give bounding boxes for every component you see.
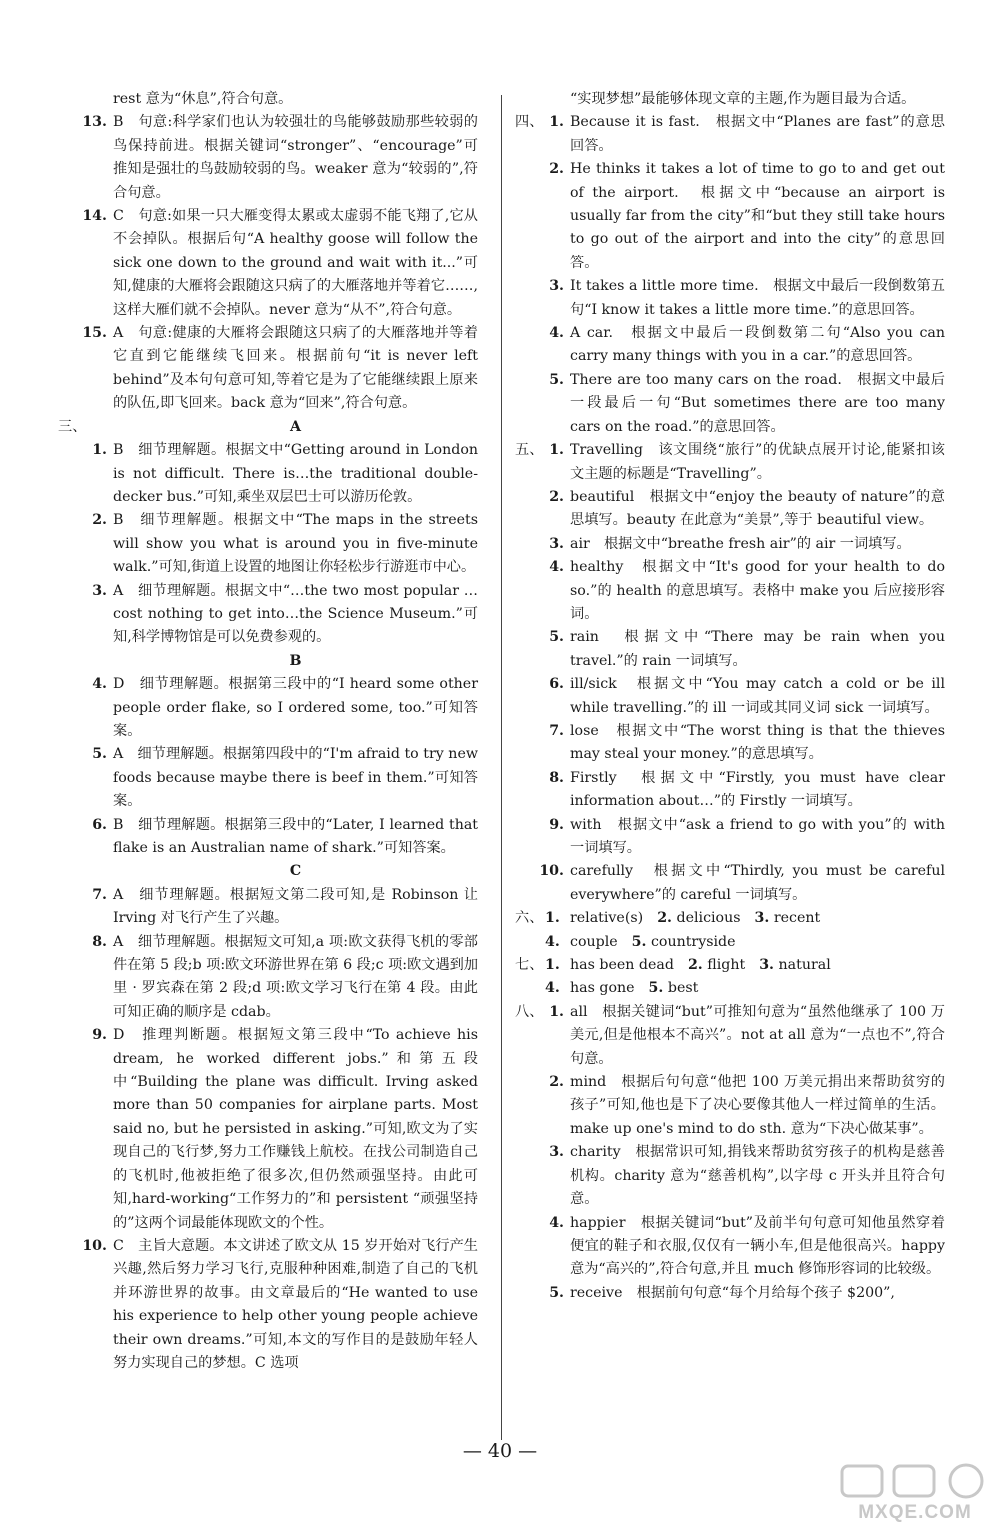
answer-text: delicious: [676, 910, 741, 927]
section-label: 七、: [515, 957, 544, 974]
passage-heading: A: [289, 418, 301, 435]
answer-item: [515, 439, 945, 486]
answer-item: [515, 626, 945, 673]
passage-heading-row: [58, 860, 478, 883]
short-answer: [649, 977, 699, 1000]
answer-item: [515, 720, 945, 767]
short-answer-row: [515, 977, 945, 1000]
section-label: 八、: [515, 1003, 544, 1020]
answer-item: [58, 439, 478, 509]
question-number: 5.: [549, 371, 564, 388]
question-number: 7.: [92, 886, 107, 903]
answer-text: C 主旨大意题。本文讲述了欧文从 15 岁开始对飞行产生兴趣,然后努力学习飞行,克服种种困难,制造了自己的飞机并环游世界的故事。由文章最后的“He wanted to use his experience to help other young people achieve their own dreams.”可知,本文的写作目的是鼓励年轻人努力实现自己的梦想。C 选项: [113, 1237, 478, 1371]
answer-text: A 细节理解题。根据短文可知,a 项:欧文获得飞机的零部件在第 5 段;b 项:欧文环游世界在第 6 段;c 项:欧文遇到加里 · 罗宾森在第 2 段;d 项:欧文学习飞行在第 4 段。由此可知正确的顺序是 cdab。: [113, 933, 479, 1020]
question-number: 8.: [549, 769, 564, 786]
answer-text: recent: [773, 910, 821, 927]
answer-item: [58, 322, 478, 416]
question-number: 5.: [648, 980, 664, 997]
answer-item: [515, 1001, 945, 1071]
answer-text: beautiful 根据文中“enjoy the beauty of nature”的意思填写。beauty 在此意为“美景”,等于 beautiful view。: [570, 488, 945, 529]
question-number: 5.: [92, 746, 107, 763]
answer-text: A 细节理解题。根据短文第二段可知,是 Robinson 让 Irving 对飞行产生了兴趣。: [113, 886, 478, 927]
answer-text: It takes a little more time. 根据文中最后一段倒数第五句“I know it takes a little more time.”的意思回答。: [570, 278, 945, 318]
section-label: 三、: [58, 418, 87, 435]
question-number: 4.: [92, 676, 107, 693]
answer-item: [58, 743, 478, 813]
answer-text: couple: [570, 933, 618, 950]
question-number: 3.: [549, 1144, 564, 1161]
section-label: 六、: [515, 910, 544, 927]
question-number: 6.: [92, 816, 107, 833]
answer-text: happier 根据关键词“but”及前半句句意可知他虽然穿着便宜的鞋子和衣服,仅仅有一辆小车,但是他很高兴。happy 意为“高兴的”,符合句意,并且 much 修饰形容词的比较级。: [570, 1214, 945, 1278]
passage-heading: B: [289, 652, 302, 669]
answer-text: countryside: [650, 933, 736, 950]
question-number: 2.: [549, 488, 564, 505]
answer-text: B 句意:科学家们也认为较强壮的鸟能够鼓励那些较弱的鸟保持前进。根据关键词“stronger”、“encourage”可推知是强壮的鸟鼓励较弱的鸟。weaker 意为“较弱的”,符合句意。: [113, 114, 478, 201]
short-answer: [570, 907, 643, 930]
question-number: 4.: [549, 1214, 564, 1231]
answer-item: [58, 111, 478, 205]
answer-text: B 细节理解题。根据第三段中的“Later, I learned that flake is an Australian name of shark.”可知答案。: [113, 816, 478, 856]
answer-text: Travelling 该文围绕“旅行”的优缺点展开讨论,能紧扣该文主题的标题是“Travelling”。: [570, 442, 945, 482]
question-number: 2.: [687, 957, 703, 974]
answer-text: carefully 根据文中“Thirdly, you must be careful everywhere”的 careful 一词填写。: [570, 863, 945, 903]
answer-text: “实现梦想”最能够体现文章的主题,作为题目最为合适。: [570, 91, 916, 107]
passage-heading-row: [58, 416, 478, 439]
short-answer-row: [515, 931, 945, 954]
right-column: [515, 88, 945, 1305]
answer-text: best: [667, 980, 699, 997]
answer-text: has gone: [570, 980, 635, 997]
answer-text: lose 根据文中“The worst thing is that the thieves may steal your money.”的意思填写。: [570, 722, 945, 763]
question-number: 9.: [549, 816, 564, 833]
answer-item: [58, 673, 478, 743]
short-answer: [657, 907, 740, 930]
answer-item: [515, 322, 945, 369]
answer-item: [515, 88, 945, 111]
question-number: 4.: [545, 980, 560, 997]
answer-item: [515, 860, 945, 907]
question-number: 3.: [759, 957, 774, 974]
question-number: 5.: [631, 933, 647, 950]
answer-text: Firstly 根据文中“Firstly, you must have clear information about…”的 Firstly 一词填写。: [570, 769, 945, 810]
answer-item: [58, 814, 478, 861]
passage-heading: C: [289, 863, 302, 880]
answer-text: charity 根据常识可知,捐钱来帮助贫穷孩子的机构是慈善机构。charity 意为“慈善机构”,以字母 c 开头并且符合句意。: [570, 1144, 945, 1208]
answer-text: C 句意:如果一只大雁变得太累或太虚弱不能飞翔了,它从不会掉队。根据后句“A healthy goose will follow the sick one down to the ground and wait with it...”可知,健康的大雁将会跟随这只病了的大雁落地并等着它……,这样大雁们就不会掉队。never 意为“从不”,符合句意。: [113, 208, 478, 318]
question-number: 4.: [549, 325, 564, 342]
answer-text: healthy 根据文中“It's good for your health to do so.”的 health 的意思填写。表格中 make you 后应接形容词。: [570, 559, 945, 622]
question-number: 4.: [545, 933, 560, 950]
answer-item: [515, 486, 945, 533]
answer-text: B 细节理解题。根据文中“The maps in the streets will show you what is around you in five-minute walk.”可知,街道上设置的地图让你轻松步行游逛市中心。: [113, 512, 478, 576]
question-number: 4.: [549, 559, 564, 576]
question-number: 1.: [549, 442, 564, 459]
answer-item: [515, 1071, 945, 1141]
answer-item: [58, 1024, 478, 1235]
answer-item: [58, 205, 478, 322]
short-answer: [755, 907, 821, 930]
watermark-logo: [836, 1462, 994, 1524]
question-number: 3.: [549, 278, 564, 295]
answer-text: There are too many cars on the road. 根据文中最后一段最后一句“But sometimes there are too many cars on the road.”的意思回答。: [570, 371, 945, 435]
answer-item: [58, 509, 478, 579]
answer-text: flight: [707, 957, 746, 974]
answer-item: [515, 1141, 945, 1211]
answer-item: [58, 1235, 478, 1375]
answer-text: with 根据文中“ask a friend to go with you”的 with 一词填写。: [570, 816, 945, 856]
answer-text: receive 根据前句句意“每个月给每个孩子 $200”,: [570, 1284, 895, 1301]
answer-text: natural: [778, 957, 831, 974]
answer-item: [515, 1212, 945, 1282]
question-number: 9.: [92, 1027, 107, 1044]
passage-heading-row: [58, 650, 478, 673]
question-number: 3.: [549, 535, 564, 552]
answer-text: Because it is fast. 根据文中“Planes are fast”的意思回答。: [570, 114, 945, 154]
question-number: 5.: [549, 1284, 564, 1301]
answer-text: has been dead: [570, 957, 674, 974]
answer-text: ill/sick 根据文中“You may catch a cold or be ill while travelling.”的 ill 一词或其同义词 sick 一词填写。: [570, 676, 945, 716]
answer-text: rest 意为“休息”,符合句意。: [113, 91, 293, 107]
question-number: 10.: [82, 1237, 107, 1254]
answer-item: [515, 158, 945, 275]
answer-item: [515, 533, 945, 556]
answer-text: He thinks it takes a lot of time to go to and get out of the airport. 根据文中“because an airport is usually far from the city”和“but they still take hours to go out of the airport and into the city”的意思回答。: [570, 161, 945, 271]
answer-item: [515, 556, 945, 626]
answer-text: A car. 根据文中最后一段倒数第二句“Also you can carry many things with you in a car.”的意思回答。: [570, 325, 945, 365]
question-number: 2.: [549, 1074, 564, 1091]
short-answer-row: [515, 954, 945, 977]
question-number: 13.: [82, 114, 107, 131]
section-label: 四、: [515, 114, 544, 131]
answer-text: relative(s): [570, 910, 644, 927]
question-number: 8.: [92, 933, 107, 950]
answer-text: B 细节理解题。根据文中“Getting around in London is not difficult. There is…the traditional double-decker bus.”可知,乘坐双层巴士可以游历伦敦。: [113, 442, 478, 505]
answer-item: [515, 673, 945, 720]
short-answer: [570, 954, 674, 977]
answer-text: rain 根据文中“There may be rain when you travel.”的 rain 一词填写。: [570, 629, 945, 669]
answer-item: [58, 580, 478, 650]
short-answer: [570, 931, 618, 954]
question-number: 1.: [549, 1003, 564, 1020]
question-number: 2.: [92, 512, 107, 529]
question-number: 2.: [657, 910, 672, 927]
question-number: 1.: [545, 910, 560, 927]
question-number: 3.: [754, 910, 770, 927]
answer-item: [515, 767, 945, 814]
page-number: — 40 —: [462, 1440, 538, 1462]
answer-text: mind 根据后句句意“他把 100 万美元捐出来帮助贫穷的孩子”可知,他也是下了决心要像其他人一样过简单的生活。make up one's mind to do sth. 意为“下决心做某事”。: [570, 1074, 945, 1137]
answer-text: all 根据关键词“but”可推知句意为“虽然他继承了 100 万美元,但是他根本不高兴”。not at all 意为“一点也不”,符合句意。: [570, 1003, 945, 1067]
answer-item: [515, 369, 945, 439]
question-number: 7.: [549, 722, 564, 739]
question-number: 14.: [82, 208, 107, 225]
svg-text:MXQE.COM: MXQE.COM: [858, 1502, 972, 1523]
answer-item: [58, 931, 478, 1025]
answer-item: [515, 111, 945, 158]
short-answer: [632, 931, 736, 954]
answer-text: A 细节理解题。根据第四段中的“I'm afraid to try new foods because maybe there is beef in them.”可知答案。: [113, 746, 478, 810]
short-answer-row: [515, 907, 945, 930]
answer-text: D 细节理解题。根据第三段中的“I heard some other people order flake, so I ordered some, too.”可知答案。: [113, 676, 478, 739]
question-number: 2.: [549, 161, 564, 178]
answer-text: A 细节理解题。根据文中“…the two most popular …cost nothing to get into…the Science Museum.”可知,科学博物馆是可以免费参观的。: [113, 582, 478, 646]
question-number: 1.: [92, 442, 107, 459]
section-label: 五、: [515, 442, 544, 459]
question-number: 5.: [549, 629, 564, 646]
answer-text: A 句意:健康的大雁将会跟随这只病了的大雁落地并等着它直到它能继续飞回来。根据前句“it is never left behind”及本句句意可知,等着它是为了它能继续跟上原来的队伍,即飞回来。back 意为“回来”,符合句意。: [113, 325, 478, 412]
question-number: 3.: [92, 582, 107, 599]
question-number: 1.: [545, 957, 560, 974]
short-answer: [570, 977, 635, 1000]
short-answer: [688, 954, 745, 977]
answer-item: [58, 884, 478, 931]
answer-item: [515, 814, 945, 861]
answer-text: air 根据文中“breathe fresh air”的 air 一词填写。: [570, 535, 911, 552]
left-column: [58, 88, 478, 1375]
question-number: 10.: [539, 863, 564, 880]
question-number: 1.: [549, 114, 564, 131]
answer-item: [515, 275, 945, 322]
question-number: 15.: [82, 325, 107, 342]
answer-text: D 推理判断题。根据短文第三段中“To achieve his dream, he worked different jobs.”和第五段中“Building the plane was difficult. Irving asked more than 50 companies for airplane parts. Most said no, but he persisted in asking.”可知,欧文为了实现自己的飞行梦,努力工作赚钱上航校。在找公司制造自己的飞机时,他被拒绝了很多次,但仍然顽强坚持。由此可知,hard-working“工作努力的”和 persistent “顽强坚持的”这两个词最能体现欧文的个性。: [113, 1027, 478, 1231]
question-number: 6.: [549, 676, 564, 693]
answer-item: [515, 1282, 945, 1305]
answer-item: [58, 88, 478, 111]
column-divider: [501, 95, 502, 1440]
short-answer: [759, 954, 831, 977]
